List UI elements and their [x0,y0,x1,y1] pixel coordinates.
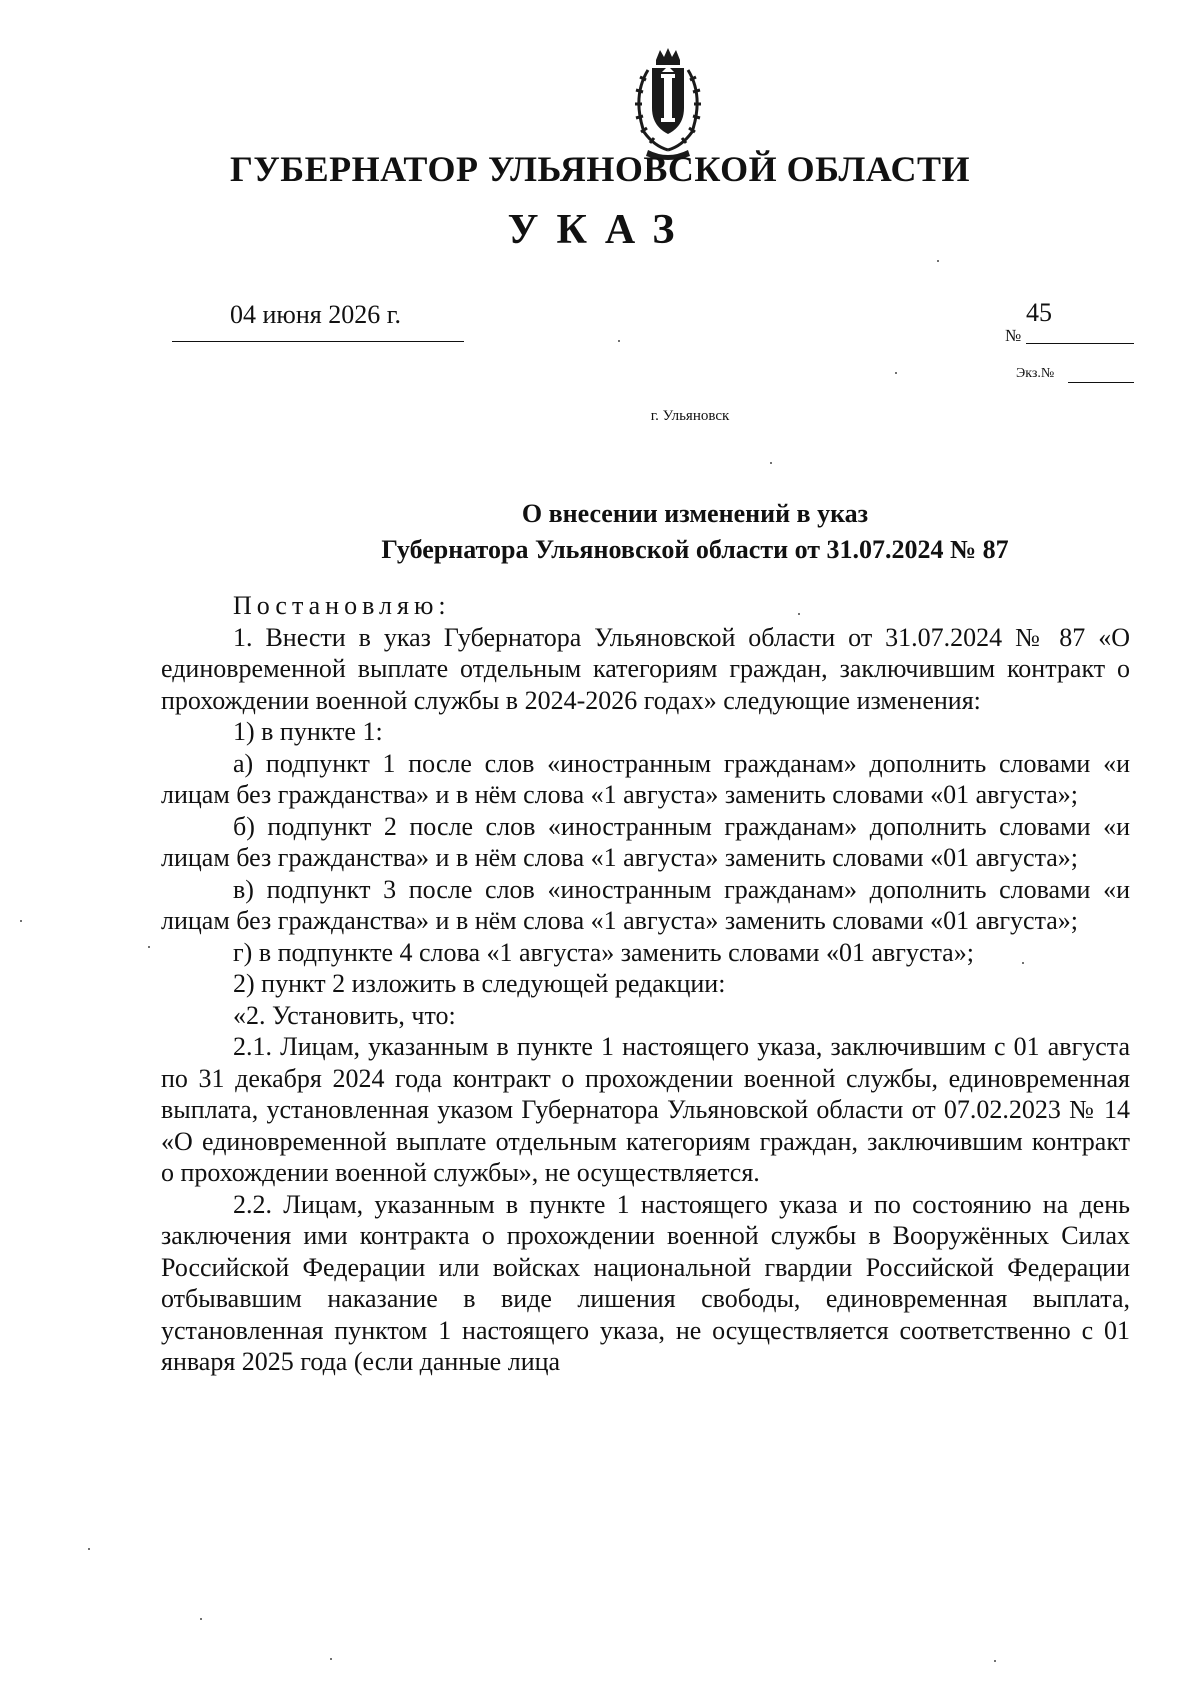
scan-speck [618,340,620,342]
scan-speck [330,1658,332,1660]
scan-speck [937,260,939,262]
document-type: УКАЗ [507,207,693,253]
document-body [161,590,1130,1378]
scan-speck [994,1660,996,1662]
paragraph: 2.1. Лицам, указанным в пункте 1 настоящего указа, заключившим с 01 августа по 31 декабря 2024 года контракт о прохождении военной службы, единовременная выплата, установленная указом Губернатора Ульяновской области от 07.02.2023 № 14 «О единовременной выплате отдельным категориям граждан, заключившим контракт о прохождении военной службы», не осуществляется. [161,1032,1130,1187]
paragraph: г) в подпункте 4 слова «1 августа» заменить словами «01 августа»; [233,937,974,967]
number-underline [1026,343,1134,344]
city: г. Ульяновск [650,408,730,424]
document-subject [0,496,1200,568]
paragraph: «2. Установить, что: [233,1000,456,1030]
scan-speck [200,1618,202,1620]
paragraph-resolve: Постановляю: [233,591,451,620]
scan-speck [1022,962,1024,964]
paragraph: 1. Внести в указ Губернатора Ульяновской области от 31.07.2024 № 87 «О единовременной выплате отдельным категориям граждан, заключившим контракт о прохождении военной службы в 2024-2026 годах» следующие изменения: [161,622,1130,715]
scan-speck [770,462,772,464]
date-underline [172,341,464,342]
paragraph: 2) пункт 2 изложить в следующей редакции: [233,969,726,998]
document-number: 45 [1026,298,1052,327]
scan-speck [148,946,150,948]
coat-of-arms-icon [618,46,718,162]
document-date: 04 июня 2026 г. [230,300,401,329]
paragraph: 2.2. Лицам, указанным в пункте 1 настоящего указа и по состоянию на день заключения ими контракта о прохождении военной службы в Вооружённых Силах Российской Федерации или войсках национальной гвардии Российской Федерации отбывавшим наказание в виде лишения свободы, единовременная выплата, установленная пунктом 1 настоящего указа, не осуществляется соответственно с 01 января 2025 года (если данные лица [161,1189,1130,1376]
paragraph: а) подпункт 1 после слов «иностранным гражданам» дополнить словами «и лицам без гражданства» и в нём слова «1 августа» заменить словами «01 августа»; [161,748,1130,809]
scan-speck [798,613,800,615]
scan-speck [20,920,22,922]
copy-number-underline [1068,382,1134,383]
paragraph: 1) в пункте 1: [233,717,383,746]
scan-speck [895,372,897,374]
subject-line-1: О внесении изменений в указ [521,499,869,528]
subject-line-2: Губернатора Ульяновской области от 31.07.2024 № 87 [381,535,1009,564]
paragraph: б) подпункт 2 после слов «иностранным гражданам» дополнить словами «и лицам без гражданства» и в нём слова «1 августа» заменить словами «01 августа»; [161,811,1130,872]
number-sign: № [1005,326,1022,345]
paragraph: в) подпункт 3 после слов «иностранным гражданам» дополнить словами «и лицам без гражданства» и в нём слова «1 августа» заменить словами «01 августа»; [161,874,1130,935]
scan-speck [88,1548,90,1550]
issuing-authority: ГУБЕРНАТОР УЛЬЯНОВСКОЙ ОБЛАСТИ [229,149,971,189]
copy-number-label: Экз.№ [1016,366,1055,381]
